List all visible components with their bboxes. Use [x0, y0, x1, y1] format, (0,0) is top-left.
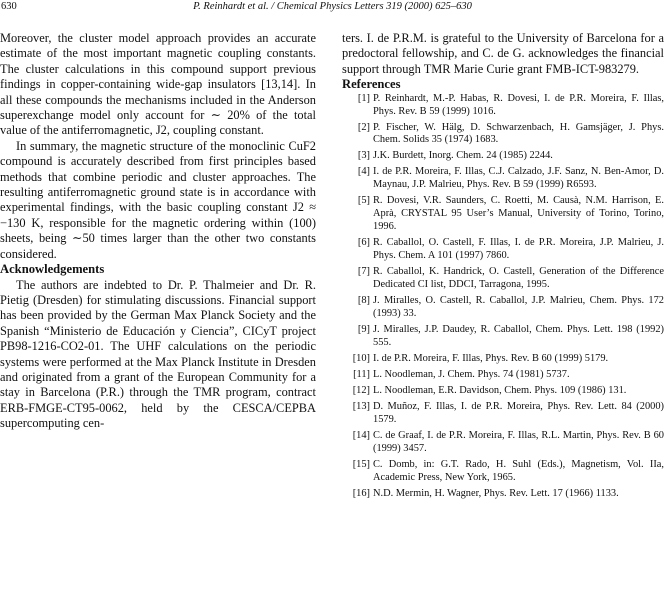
acknowledgements-heading: Acknowledgements — [0, 262, 105, 277]
reference-text: C. Domb, in: G.T. Rado, H. Suhl (Eds.), Magnetism, Vol. IIa, Academic Press, New York, 1965. — [373, 458, 664, 483]
reference-number: [1] — [357, 92, 370, 104]
running-header: P. Reinhardt et al. / Chemical Physics Letters 319 (2000) 625–630 — [193, 1, 472, 12]
reference-text: R. Dovesi, V.R. Saunders, C. Roetti, M. Causà, N.M. Harrison, E. Aprà, CRYSTAL 95 User’s Manual, University of Torino, Torino, 1996. — [373, 195, 664, 233]
reference-number: [4] — [357, 166, 370, 178]
reference-item — [342, 237, 664, 263]
left-column — [0, 31, 316, 432]
reference-number: [9] — [357, 323, 370, 335]
reference-item — [342, 488, 664, 501]
reference-text: P. Fischer, W. Hälg, D. Schwarzenbach, H. Gamsjäger, J. Phys. Chem. Solids 35 (1974) 1683. — [373, 121, 664, 146]
reference-number: [5] — [357, 195, 370, 207]
reference-item — [342, 401, 664, 427]
reference-item — [342, 150, 664, 163]
reference-item — [342, 166, 664, 192]
reference-number: [3] — [357, 150, 370, 162]
reference-text: J.K. Burdett, Inorg. Chem. 24 (1985) 2244. — [373, 150, 553, 162]
reference-item — [342, 266, 664, 292]
reference-item — [342, 385, 664, 398]
reference-text: L. Noodleman, J. Chem. Phys. 74 (1981) 5737. — [373, 368, 570, 380]
reference-text: D. Muñoz, F. Illas, I. de P.R. Moreira, Phys. Rev. Lett. 84 (2000) 1579. — [373, 400, 664, 425]
acknowledgements-continued: ters. I. de P.R.M. is grateful to the University of Barcelona for a predoctoral fellowship, and C. de G. acknowledges the financial support through TMR Marie Curie grant FMB-ICT-983279. — [342, 31, 664, 76]
reference-number: [15] — [352, 458, 370, 470]
reference-number: [16] — [352, 487, 370, 499]
reference-item — [342, 353, 664, 366]
acknowledgements-text: The authors are indebted to Dr. P. Thalmeier and Dr. R. Pietig (Dresden) for stimulating discussions. Financial support has been provided by the German Max Planck Society and the Spanish “Ministerio de Educación y Ciencia”, CICyT project PB98-1216-CO2-01. The UHF calculations on the periodic systems were performed at the Max Planck Institute in Dresden and originated from a grant of the European Community for a stay in Barcelona (P.R.) through the TMR program, contract ERB-FMGE-CT95-0062, held by the CESCA/CEPBA supercomputing cen- — [0, 277, 316, 431]
reference-item — [342, 195, 664, 234]
page-header — [0, 0, 665, 14]
reference-number: [6] — [357, 237, 370, 249]
reference-text: I. de P.R. Moreira, F. Illas, C.J. Calzado, J.F. Sanz, N. Ben-Amor, D. Maynau, J.P. Malrieu, Phys. Rev. B 59 (1999) R6593. — [373, 166, 664, 191]
reference-item — [342, 122, 664, 148]
reference-number: [10] — [352, 352, 370, 364]
reference-list — [342, 93, 664, 501]
reference-number: [14] — [352, 429, 370, 441]
reference-text: P. Reinhardt, M.-P. Habas, R. Dovesi, I. de P.R. Moreira, F. Illas, Phys. Rev. B 59 (1999) 1016. — [373, 92, 664, 117]
reference-number: [11] — [353, 368, 370, 380]
reference-item — [342, 459, 664, 485]
reference-number: [12] — [352, 384, 370, 396]
reference-text: R. Caballol, O. Castell, F. Illas, I. de P.R. Moreira, J.P. Malrieu, J. Phys. Chem. A 101 (1997) 7860. — [373, 237, 664, 262]
reference-item — [342, 430, 664, 456]
reference-item — [342, 295, 664, 321]
reference-number: [7] — [357, 266, 370, 278]
reference-text: I. de P.R. Moreira, F. Illas, Phys. Rev. B 60 (1999) 5179. — [373, 352, 609, 364]
reference-text: J. Miralles, J.P. Daudey, R. Caballol, Chem. Phys. Lett. 198 (1992) 555. — [373, 323, 664, 348]
references-heading: References — [342, 77, 401, 92]
reference-item — [342, 369, 664, 382]
reference-text: J. Miralles, O. Castell, R. Caballol, J.P. Malrieu, Chem. Phys. 172 (1993) 33. — [373, 294, 664, 319]
paragraph-cluster-model: Moreover, the cluster model approach provides an accurate estimate of the most important magnetic coupling constants. The cluster calculations in this compound support previous findings in copper-containing wide-gap insulators [13,14]. In all these compounds the mechanisms included in the Anderson superexchange model only account for ∼ 20% of the total value of the antiferromagnetic, J2, coupling constant. — [0, 31, 316, 138]
reference-item — [342, 324, 664, 350]
right-column — [342, 31, 664, 504]
reference-number: [2] — [357, 121, 370, 133]
reference-number: [13] — [352, 400, 370, 412]
reference-text: R. Caballol, K. Handrick, O. Castell, Generation of the Difference Dedicated CI list, DDCI, Tarragona, 1995. — [373, 266, 664, 290]
paragraph-summary: In summary, the magnetic structure of the monoclinic CuF2 compound is accurately described from first principles based methods that combine periodic and cluster approaches. The resulting antiferromagnetic ground state is in accordance with experimental findings, with the basic coupling constant J2 ≈ −130 K, responsible for the magnetic ordering within (100) sheets, being ∼50 times larger than the other two constants considered. — [0, 138, 316, 261]
reference-number: [8] — [357, 294, 370, 306]
reference-item — [342, 93, 664, 119]
reference-text: L. Noodleman, E.R. Davidson, Chem. Phys. 109 (1986) 131. — [373, 384, 627, 396]
reference-text: C. de Graaf, I. de P.R. Moreira, F. Illas, R.L. Martin, Phys. Rev. B 60 (1999) 3457. — [373, 429, 664, 454]
page-number: 630 — [1, 1, 17, 12]
reference-text: N.D. Mermin, H. Wagner, Phys. Rev. Lett. 17 (1966) 1133. — [373, 487, 619, 499]
